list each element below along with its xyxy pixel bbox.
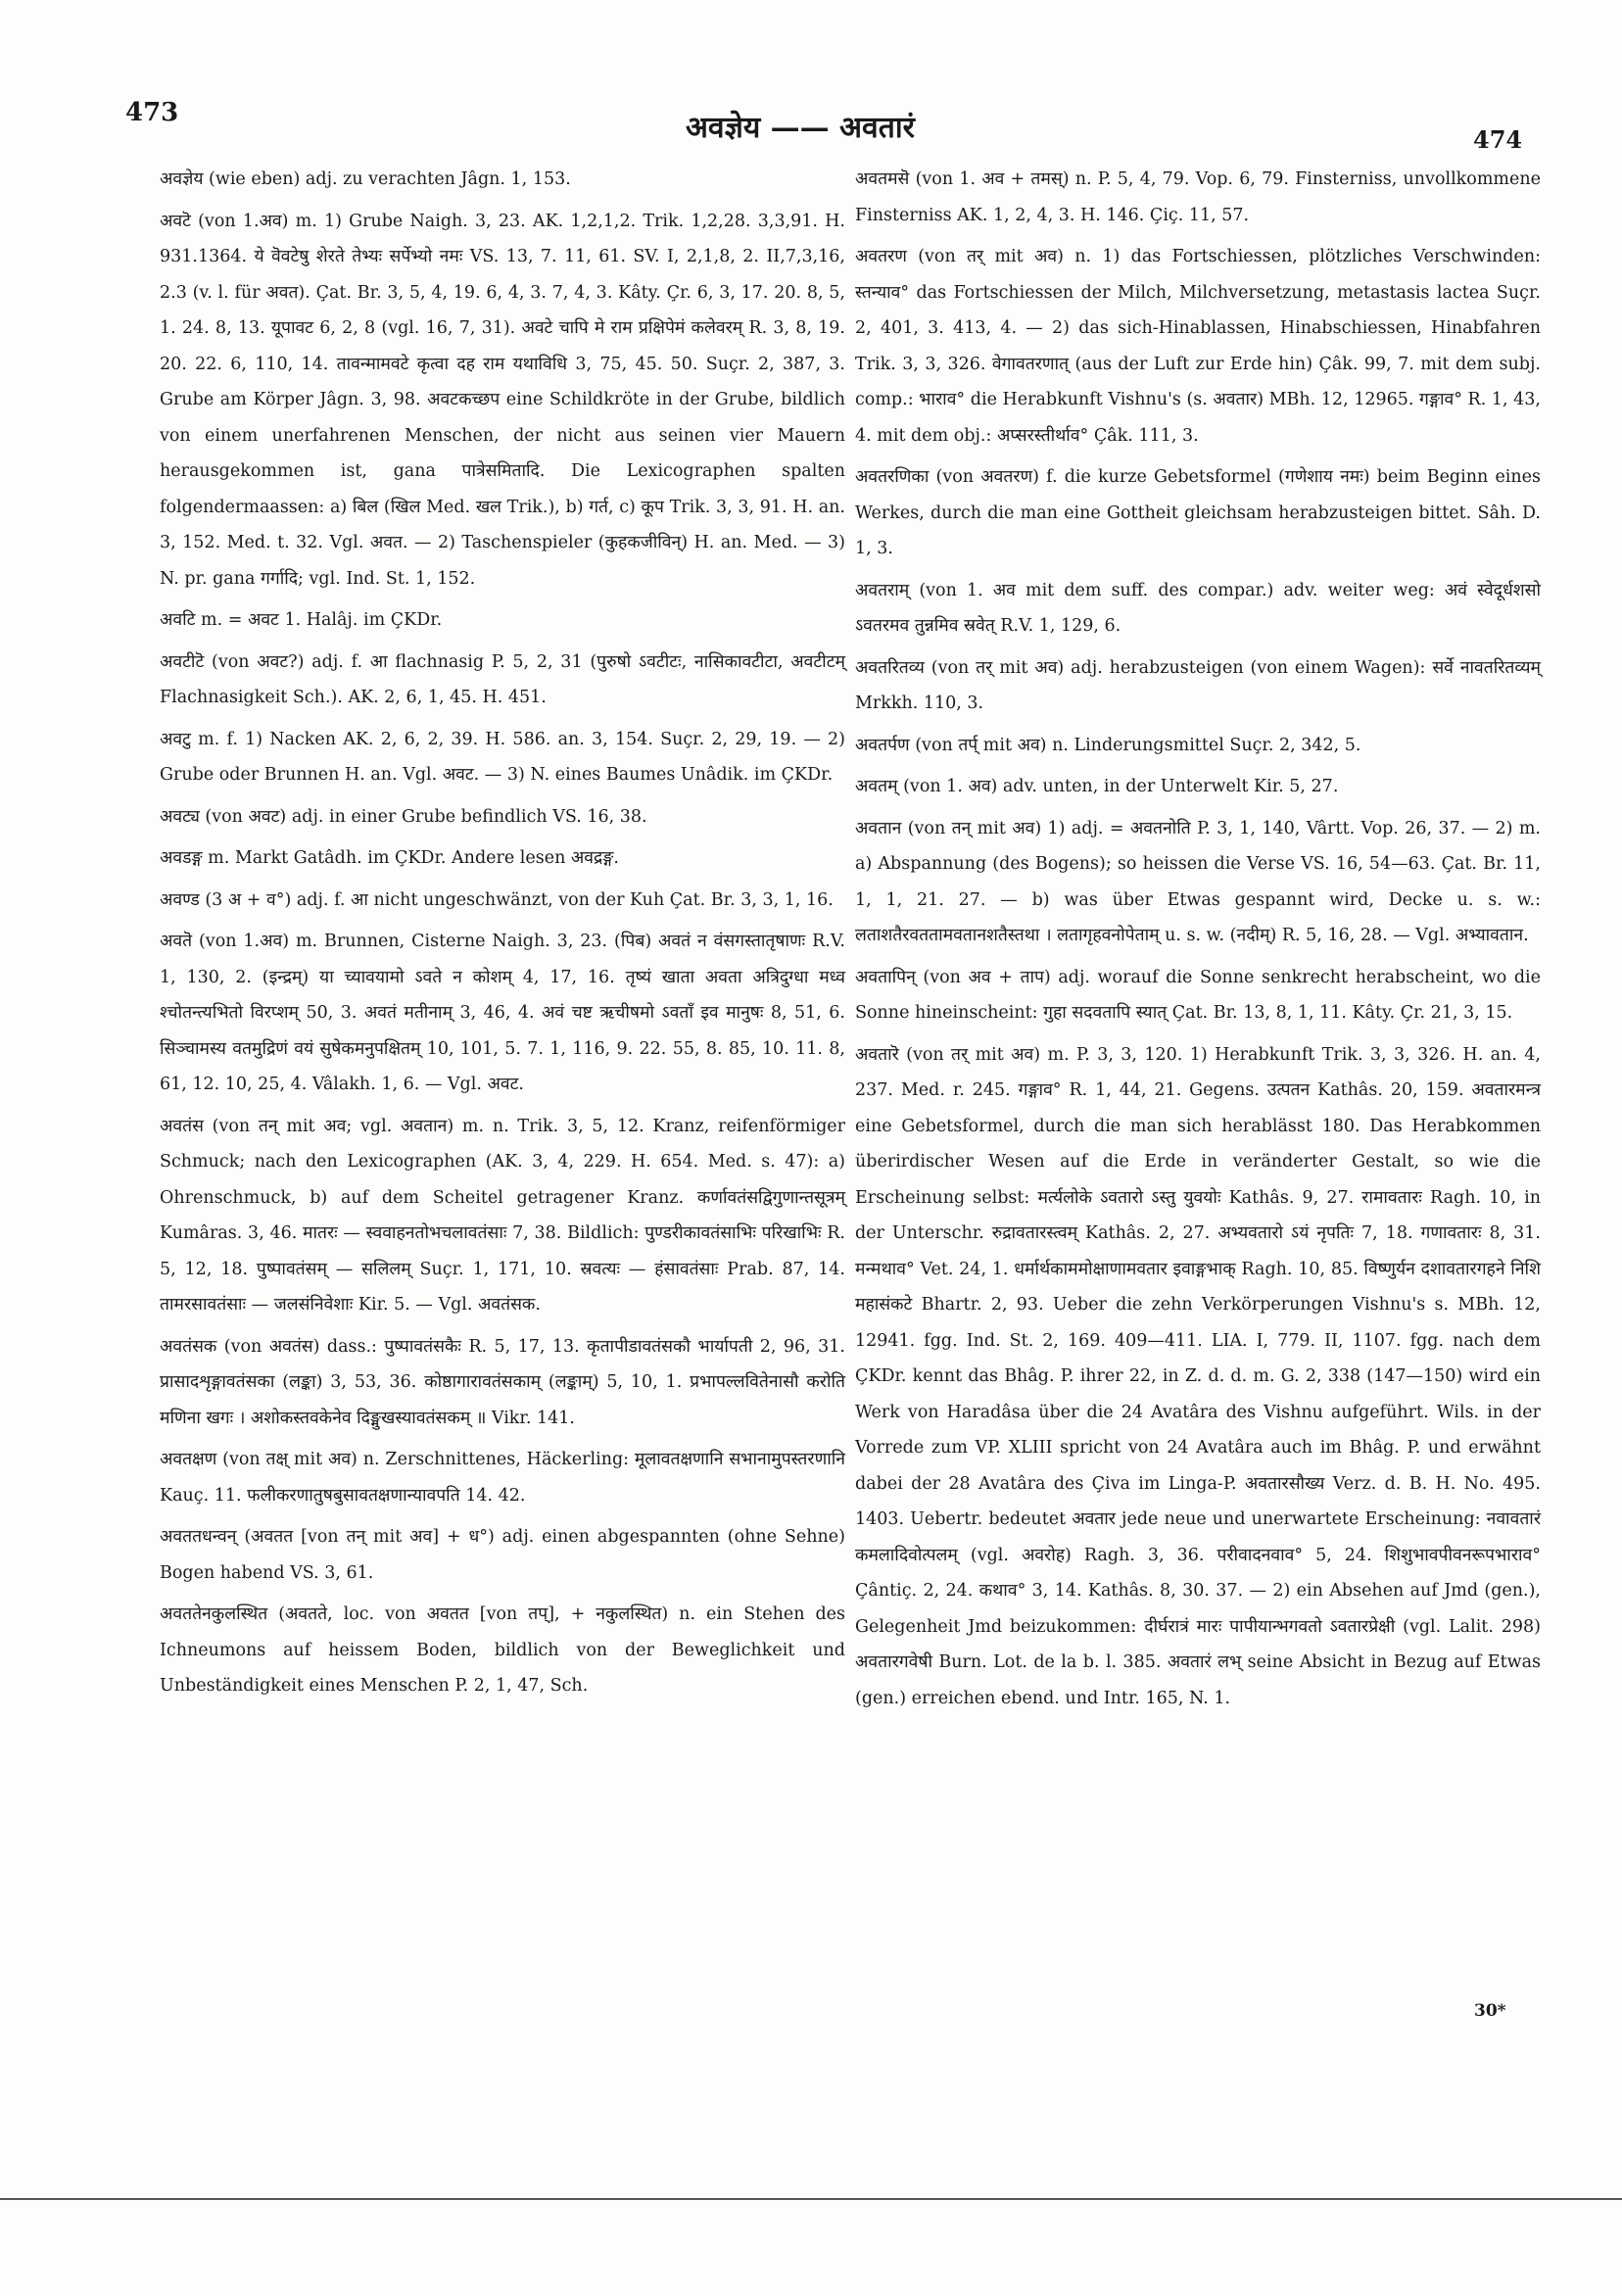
- dictionary-entry: अवतरणिका (von अवतरण) f. die kurze Gebetsformel (गणेशाय नमः) beim Beginn eines Werkes, durch die man eine Gottheit gleichsam herabzusteigen bittet. Sâh. D. 1, 3.: [855, 467, 1541, 558]
- bottom-rule: [0, 2198, 1622, 2200]
- dictionary-entry: अवतराम् (von 1. अव mit dem suff. des compar.) adv. weiter weg: अवं स्वेदूर्धशसो ऽवतरमव तुन्नमिव स्रवेत् R.V. 1, 129, 6.: [855, 580, 1541, 636]
- dictionary-entry: अवटु m. f. 1) Nacken AK. 2, 6, 2, 39. H. 586. an. 3, 154. Suçr. 2, 29, 19. — 2) Grube oder Brunnen H. an. Vgl. अवट. — 3) N. eines Baumes Unâdik. im ÇKDr.: [160, 729, 845, 785]
- dictionary-entry: अवतर्पण (von तर्प् mit अव) n. Linderungsmittel Suçr. 2, 342, 5.: [855, 735, 1361, 755]
- dictionary-entry: अवतान (von तन् mit अव) 1) adj. = अवतनोति P. 3, 1, 140, Vârtt. Vop. 26, 37. — 2) m. a) Abspannung (des Bogens); so heissen die Verse VS. 16, 54—63. Çat. Br. 11, 1, 1, 21. 27. — b) was über Etwas gespannt wird, Decke u. s. w.: लताशतैरवततामवतानशतैस्तथा । लतागृहवनोपेताम् u. s. w. (नदीम्) R. 5, 16, 28. — Vgl. अभ्यावतान.: [855, 818, 1541, 945]
- dictionary-entry: अवतक्षण (von तक्ष् mit अव) n. Zerschnittenes, Häckerling: मूलावतक्षणानि सभानामुपस्तरणानि Kauç. 11. फलीकरणातुषबुसावतक्षणान्यावपति 14. 42.: [160, 1450, 845, 1506]
- dictionary-entry: अवतंसक (von अवतंस) dass.: पुष्पावतंसकैः R. 5, 17, 13. कृतापीडावतंसकौ भार्यापती 2, 96, 31. प्रासादशृङ्गावतंसका (लङ्का) 3, 53, 36. कोष्ठागारावतंसकाम् (लङ्काम्) 5, 10, 1. प्रभापल्लवितेनासौ करोति मणिना खगः । अशोकस्तवकेनेव दिङ्मुखस्यावतंसकम् ॥ Vikr. 141.: [160, 1336, 845, 1428]
- dictionary-entry: अवटॆ (von 1.अव) m. 1) Grube Naigh. 3, 23. AK. 1,2,1,2. Trik. 1,2,28. 3,3,91. H. 931.1364. ये वॆवटेषु शेरते तेभ्यः सर्पेभ्यो नमः VS. 13, 7. 11, 61. SV. I, 2,1,8, 2. II,7,3,16, 2.3 (v. l. für अवत). Çat. Br. 3, 5, 4, 19. 6, 4, 3. 7, 4, 3. Kâty. Çr. 6, 3, 17. 20. 8, 5, 1. 24. 8, 13. यूपावट 6, 2, 8 (vgl. 16, 7, 31). अवटे चापि मे राम प्रक्षिपेमं कलेवरम् R. 3, 8, 19. 20. 22. 6, 110, 14. तावन्मामवटे कृत्वा दह राम यथाविधि 3, 75, 45. 50. Suçr. 2, 387, 3. Grube am Körper Jâgn. 3, 98. अवटकच्छप eine Schildkröte in der Grube, bildlich von einem unerfahrenen Menschen, der nicht aus seinen vier Mauern herausgekommen ist, gana पात्रेसमितादि. Die Lexicographen spalten folgendermaassen: a) बिल (खिल Med. खल Trik.), b) गर्त, c) कूप Trik. 3, 3, 91. H. an. 3, 152. Med. t. 32. Vgl. अवत. — 2) Taschenspieler (कुहकजीविन्) H. an. Med. — 3) N. pr. gana गर्गादि; vgl. Ind. St. 1, 152.: [160, 211, 845, 589]
- right-column: [855, 162, 1541, 1722]
- running-header: अवज्ञेय —— अवतारं: [686, 111, 915, 145]
- dictionary-entry: अवण्ड (3 अ + व°) adj. f. आ nicht ungeschwänzt, von der Kuh Çat. Br. 3, 3, 1, 16.: [160, 889, 834, 910]
- dictionary-entry: अवतमसॆ (von 1. अव + तमस्) n. P. 5, 4, 79. Vop. 6, 79. Finsterniss, unvollkommene Finsterniss AK. 1, 2, 4, 3. H. 146. Çiç. 11, 57.: [855, 169, 1541, 225]
- dictionary-entry: अवतारॆ (von तर् mit अव) m. P. 3, 3, 120. 1) Herabkunft Trik. 3, 3, 326. H. an. 4, 237. Med. r. 245. गङ्गाव° R. 1, 44, 21. Gegens. उत्पतन Kathâs. 20, 159. अवतारमन्त्र eine Gebetsformel, durch die man sich herablässt 180. Das Herabkommen überirdischer Wesen auf die Erde in veränderter Gestalt, so wie die Erscheinung selbst: मर्त्यलोके ऽवतारो ऽस्तु युवयोः Kathâs. 9, 27. रामावतारः Ragh. 10, in der Unterschr. रुद्रावतारस्त्वम् Kathâs. 2, 27. अभ्यवतारो ऽयं नृपतिः 7, 18. गणावतारः 8, 31. मन्मथाव° Vet. 24, 1. धर्मार्थकाममोक्षाणामवतार इवाङ्गभाक् Ragh. 10, 85. विष्णुर्यन दशावतारगहने निशि महासंकटे Bhartr. 2, 93. Ueber die zehn Verkörperungen Vishnu's s. MBh. 12, 12941. fgg. Ind. St. 2, 169. 409—411. LIA. I, 779. II, 1107. fgg. nach dem ÇKDr. kennt das Bhâg. P. ihrer 22, in Z. d. d. m. G. 2, 338 (147—150) wird ein Werk von Haradâsa über die 24 Avatâra des Vishnu aufgeführt. Wils. in der Vorrede zum VP. XLIII spricht von 24 Avatâra auch im Bhâg. P. und erwähnt dabei der 28 Avatâra des Çiva im Linga-P. अवतारसौख्य Verz. d. B. H. No. 495. 1403. Uebertr. bedeutet अवतार jede neue und unerwartete Erscheinung: नवावतारं कमलादिवोत्पलम् (vgl. अवरोह) Ragh. 3, 36. परीवादनवाव° 5, 24. शिशुभावपीवनरूपभाराव° Çântiç. 2, 24. कथाव° 3, 14. Kathâs. 8, 30. 37. — 2) ein Absehen auf Jmd (gen.), Gelegenheit Jmd beizukommen: दीर्घरात्रं मारः पापीयान्भगवतो ऽवतारप्रेक्षी (vgl. Lalit. 298) अवतारगवेषी Burn. Lot. de la b. l. 385. अवतारं लभ् seine Absicht in Bezug auf Etwas (gen.) erreichen ebend. und Intr. 165, N. 1.: [855, 1044, 1541, 1708]
- dictionary-entry: अवतंस (von तन् mit अव; vgl. अवतान) m. n. Trik. 3, 5, 12. Kranz, reifenförmiger Schmuck; nach den Lexicographen (AK. 3, 4, 229. H. 654. Med. s. 47): a) Ohrenschmuck, b) auf dem Scheitel getragener Kranz. कर्णावतंसद्विगुणान्तसूत्रम् Kumâras. 3, 46. मातरः — स्ववाहनतोभचलावतंसाः 7, 38. Bildlich: पुण्डरीकावतंसाभिः परिखाभिः R. 5, 12, 18. पुष्पावतंसम् — सलिलम् Suçr. 1, 171, 10. स्रवत्यः — हंसावतंसाः Prab. 87, 14. तामरसावतंसाः — जलसंनिवेशाः Kir. 5. — Vgl. अवतंसक.: [160, 1116, 845, 1315]
- dictionary-entry: अवतॆ (von 1.अव) m. Brunnen, Cisterne Naigh. 3, 23. (पिब) अवतं न वंसगस्तातृषाणः R.V. 1, 130, 2. (इन्द्रम्) या च्यावयामो ऽवते न कोशम् 4, 17, 16. तृष्यं खाता अवता अत्रिदुग्धा मध्व श्चोतन्त्यभितो विरप्शम् 50, 3. अवतं मतीनाम् 3, 46, 4. अवं चष्ट ऋचीषमो ऽवताँ इव मानुषः 8, 51, 6. सिञ्चामस्य वतमुद्रिणं वयं सुषेकमनुपक्षितम् 10, 101, 5. 7. 1, 116, 9. 22. 55, 8. 85, 10. 11. 8, 61, 12. 10, 25, 4. Vâlakh. 1, 6. — Vgl. अवट.: [160, 932, 845, 1094]
- dictionary-entry: अवततेनकुलस्थित (अवतते, loc. von अवतत [von तप्], + नकुलस्थित) n. ein Stehen des Ichneumons auf heissem Boden, bildlich von der Beweglichkeit und Unbeständigkeit eines Menschen P. 2, 1, 47, Sch.: [160, 1604, 845, 1696]
- dictionary-entry: अवज्ञेय (wie eben) adj. zu verachten Jâgn. 1, 153.: [160, 169, 571, 189]
- dictionary-entry: अवट्य (von अवट) adj. in einer Grube befindlich VS. 16, 38.: [160, 806, 647, 827]
- signature-mark: 30*: [1474, 2001, 1506, 2021]
- dictionary-entry: अवतरण (von तर् mit अव) n. 1) das Fortschiessen, plötzliches Verschwinden: स्तन्याव° das Fortschiessen der Milch, Milchversetzung, metastasis lactea Suçr. 2, 401, 3. 413, 4. — 2) das sich-Hinablassen, Hinabschiessen, Hinabfahren Trik. 3, 3, 326. वेगावतरणात् (aus der Luft zur Erde hin) Çâk. 99, 7. mit dem subj. comp.: भाराव° die Herabkunft Vishnu's (s. अवतार) MBh. 12, 12965. गङ्गाव° R. 1, 43, 4. mit dem obj.: अप्सरस्तीर्थाव° Çâk. 111, 3.: [855, 247, 1541, 446]
- dictionary-entry: अवटीटॆ (von अवट?) adj. f. आ flachnasig P. 5, 2, 31 (पुरुषो ऽवटीटः, नासिकावटीटा, अवटीटम् Flachnasigkeit Sch.). AK. 2, 6, 1, 45. H. 451.: [160, 651, 845, 707]
- dictionary-entry: अवततधन्वन् (अवतत [von तन् mit अव] + ध°) adj. einen abgespannten (ohne Sehne) Bogen habend VS. 3, 61.: [160, 1527, 845, 1583]
- left-page-number: 473: [125, 98, 179, 127]
- dictionary-entry: अवतापिन् (von अव + ताप) adj. worauf die Sonne senkrecht herabscheint, wo die Sonne hineinscheint: गुहा सदवतापि स्यात् Çat. Br. 13, 8, 1, 11. Kâty. Çr. 21, 3, 15.: [855, 967, 1541, 1023]
- dictionary-entry: अवटि m. = अवट 1. Halâj. im ÇKDr.: [160, 610, 443, 630]
- dictionary-entry: अवतरितव्य (von तर् mit अव) adj. herabzusteigen (von einem Wagen): सर्वे नावतरितव्यम् Mrkkh. 110, 3.: [855, 657, 1541, 713]
- dictionary-entry: अवडङ्ग m. Markt Gatâdh. im ÇKDr. Andere lesen अवद्रङ्ग.: [160, 848, 619, 868]
- dictionary-entry: अवतम् (von 1. अव) adv. unten, in der Unterwelt Kir. 5, 27.: [855, 777, 1339, 796]
- left-column: [160, 162, 845, 1710]
- right-page-number: 474: [1473, 125, 1523, 154]
